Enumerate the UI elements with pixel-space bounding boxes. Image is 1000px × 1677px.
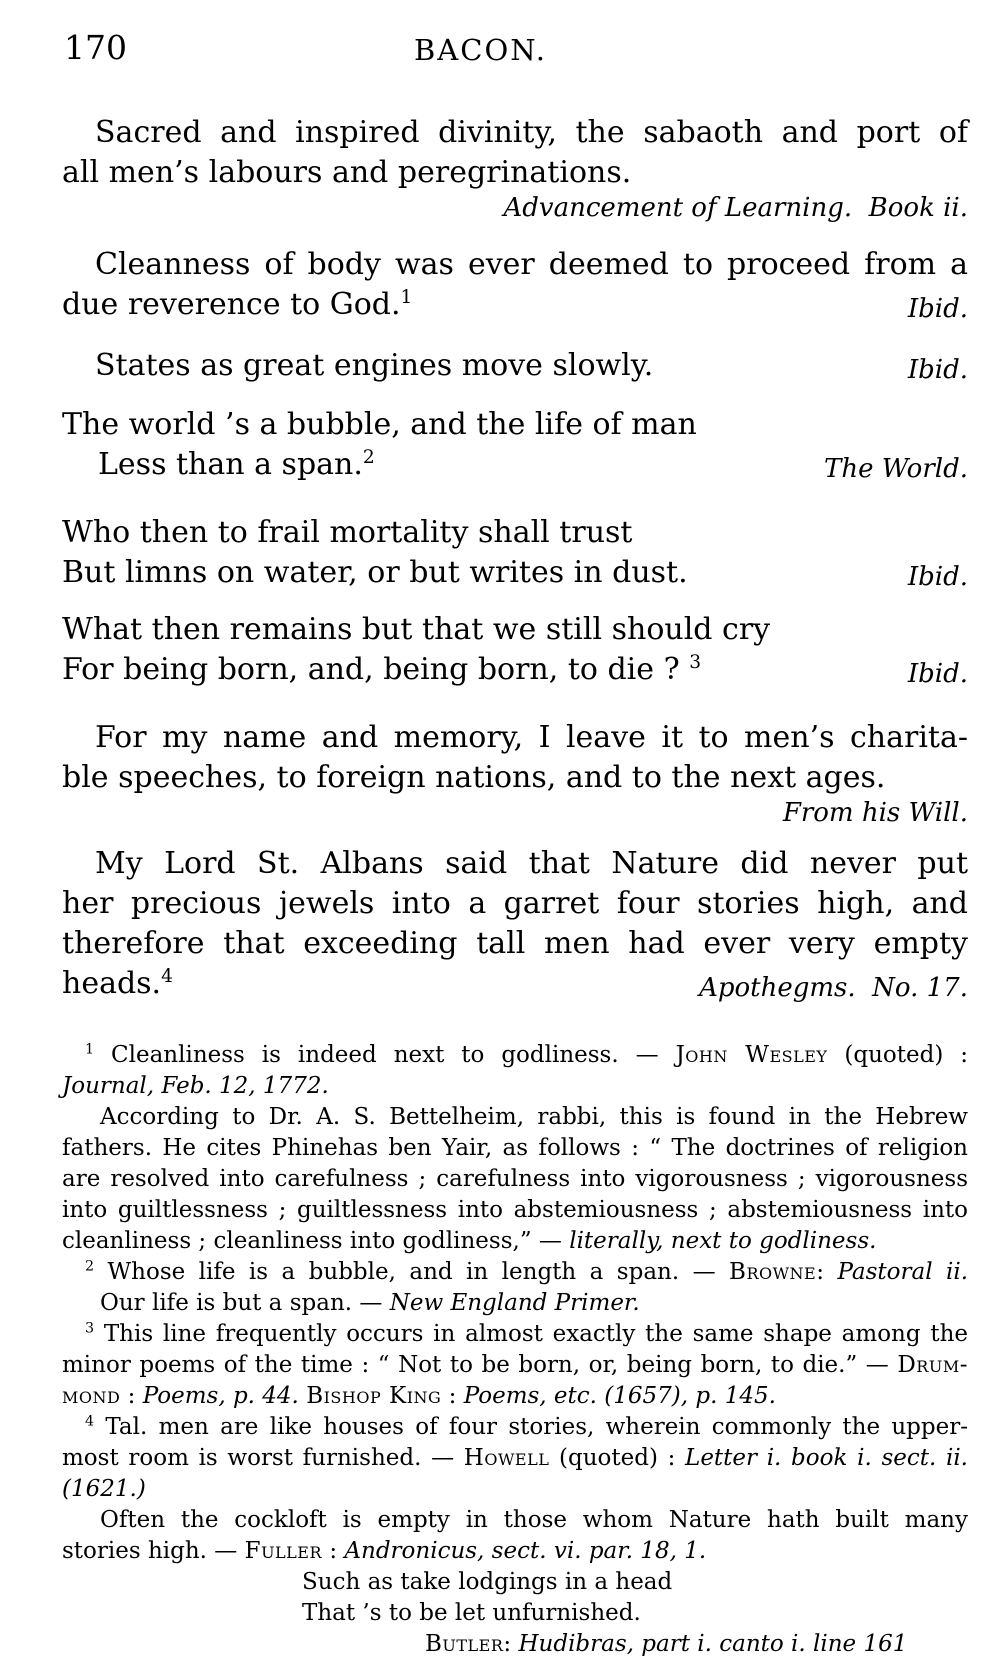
text-segment: ble speeches, to foreign nations, and to the next ages. [62,760,886,795]
text-segment: Browne [729,1259,817,1285]
quote-line [62,650,968,690]
footnote-line [425,1629,968,1660]
quote-2 [62,245,968,325]
quote-3 [62,346,968,386]
text-segment: heads. [62,966,162,1001]
attribution: Ibid. [907,355,968,385]
text-segment: (1621.) [62,1476,146,1502]
text-segment: : [120,1383,143,1409]
footnote-marker: 1 [400,287,413,308]
text-segment: all men’s labours and peregrinations. [62,155,632,190]
running-head: BACON. [414,33,547,67]
quote-line [62,758,968,798]
text-segment: : [441,1383,464,1409]
attribution: The World. [823,454,968,484]
footnote-line [62,1195,968,1226]
page-number: 170 [64,28,127,67]
page-header [62,0,968,68]
quote-line [62,153,968,193]
text-segment: Fuller [244,1538,323,1564]
footnote-marker: 4 [85,1413,95,1430]
text-segment: Howell [463,1445,550,1471]
text-segment: therefore that exceeding tall men had ever very empty [62,926,968,961]
footnote-line [302,1598,968,1629]
text-segment: Poems, p. 44. [142,1383,299,1409]
quote-line [62,405,968,445]
text-segment: Whose life is a bubble, and in length a span. — [94,1259,730,1285]
quote-line [62,924,968,964]
quote-line [62,285,968,325]
footnote-line [62,1474,968,1505]
attribution: Ibid. [907,562,968,592]
quote-7 [62,718,968,828]
attribution: From his Will. [782,798,968,828]
text-segment: Poems, etc. (1657), p. 145. [463,1383,776,1409]
footnote-line [62,1319,968,1350]
quote-line [62,610,968,650]
text-segment: minor poems of the time : “ Not to be born, or, being born, to die.” — [62,1352,898,1378]
text-segment: : [816,1259,838,1285]
text-segment: John Wesley [675,1042,828,1068]
attribution: Advancement of Learning. Book ii. [503,193,968,223]
footnote-marker: 2 [85,1258,95,1275]
text-segment: Cleanliness is indeed next to godliness. — [94,1042,676,1068]
footnote-marker: 1 [85,1041,95,1058]
text-segment: The world ’s a bubble, and the life of man [62,407,697,442]
quote-line [62,844,968,884]
text-segment: most room is worst furnished. — [62,1445,464,1471]
quote-line [62,513,968,553]
text-segment: (quoted) : [827,1042,969,1068]
text-segment: are resolved into carefulness ; carefulness into vigorousness ; vigorousness [62,1166,968,1192]
text-segment: Cleanness of body was ever deemed to proceed from a [95,247,968,282]
footnote-line [62,1505,968,1536]
footnote-line [62,1412,968,1443]
text-segment: Bishop King [306,1383,442,1409]
footnote-line [62,1381,968,1412]
text-segment: Often the cockloft is empty in those whom Nature hath built many [100,1507,968,1533]
text-segment: This line frequently occurs in almost exactly the same shape among the [94,1321,968,1347]
text-segment: But limns on water, or but writes in dust. [62,555,688,590]
quote-line [62,113,968,153]
text-segment: into guiltlessness ; guiltlessness into abstemiousness ; abstemiousness into [62,1197,968,1223]
quote-1 [62,113,968,223]
attribution: Apothegms. No. 17. [699,973,968,1003]
text-segment: What then remains but that we still should cry [62,612,771,647]
text-segment: Who then to frail mortality shall trust [62,515,633,550]
footnote-marker: 4 [161,966,173,987]
text-segment: her precious jewels into a garret four stories high, and [62,886,968,921]
footnote-line [62,1443,968,1474]
text-segment: Such as take lodgings in a head [302,1569,673,1595]
text-segment: Sacred and inspired divinity, the sabaoth and port of [95,115,968,150]
quote-8 [62,844,968,1004]
quote-line [62,445,968,485]
text-segment: fathers. He cites Phinehas ben Yair, as follows : “ The doctrines of religion [62,1135,968,1161]
text-segment: That ’s to be let unfurnished. [302,1600,641,1626]
text-segment: mond [62,1383,121,1409]
footnote-line [62,1133,968,1164]
quote-line [62,346,968,386]
quote-line [62,884,968,924]
footnote-marker: 2 [362,447,375,468]
text-segment: Less than a span. [98,447,363,482]
footnote-line [62,1350,968,1381]
footnote-line [62,1226,968,1257]
text-segment: literally, next to godliness. [569,1228,877,1254]
text-segment: Andronicus, sect. vi. par. 18, 1. [344,1538,707,1564]
footnote-line [62,1288,968,1319]
text-segment: Drum- [897,1352,968,1378]
footnote-line [62,1164,968,1195]
quote-line [62,553,968,593]
text-segment: New England Primer. [389,1290,640,1316]
text-segment: due reverence to God. [62,287,401,322]
quote-5 [62,513,968,593]
footnote-line [62,1071,968,1102]
footnote-line [62,1536,968,1567]
text-segment: stories high. — [62,1538,245,1564]
footnotes [62,1040,968,1660]
quote-line [62,245,968,285]
quote-4 [62,405,968,485]
text-segment: For being born, and, being born, to die ? [62,652,690,687]
text-segment: : [322,1538,345,1564]
text-segment: (quoted) : [549,1445,686,1471]
attribution: Ibid. [907,294,968,324]
text-segment: Pastoral ii. [837,1259,969,1285]
text-segment: Our life is but a span. — [100,1290,390,1316]
quote-line [62,718,968,758]
footnote-line [62,1102,968,1133]
text-segment: For my name and memory, I leave it to men’s charita- [95,720,968,755]
text-segment: : [503,1631,519,1657]
text-segment: States as great engines move slowly. [95,348,654,383]
text-segment: My Lord St. Albans said that Nature did never put [95,846,968,881]
text-segment: Hudibras, part i. canto i. line 161 [518,1631,908,1657]
quote-line [62,964,968,1004]
text-segment: Butler [425,1631,504,1657]
text-block [62,0,968,1660]
footnote-line [62,1257,968,1288]
quotes [62,113,968,1004]
text-segment: Letter i. book i. sect. ii. [685,1445,968,1471]
quote-6 [62,610,968,690]
text-segment: According to Dr. A. S. Bettelheim, rabbi, this is found in the Hebrew [100,1104,968,1130]
text-segment: Journal, Feb. 12, 1772. [62,1073,329,1099]
footnote-line [302,1567,968,1598]
text-segment: Tal. men are like houses of four stories, wherein commonly the upper- [94,1414,968,1440]
attribution: Ibid. [907,659,968,689]
footnote-line [62,1040,968,1071]
footnote-marker: 3 [689,652,702,673]
text-segment: cleanliness ; cleanliness into godliness,” — [62,1228,570,1254]
footnote-marker: 3 [85,1320,95,1337]
